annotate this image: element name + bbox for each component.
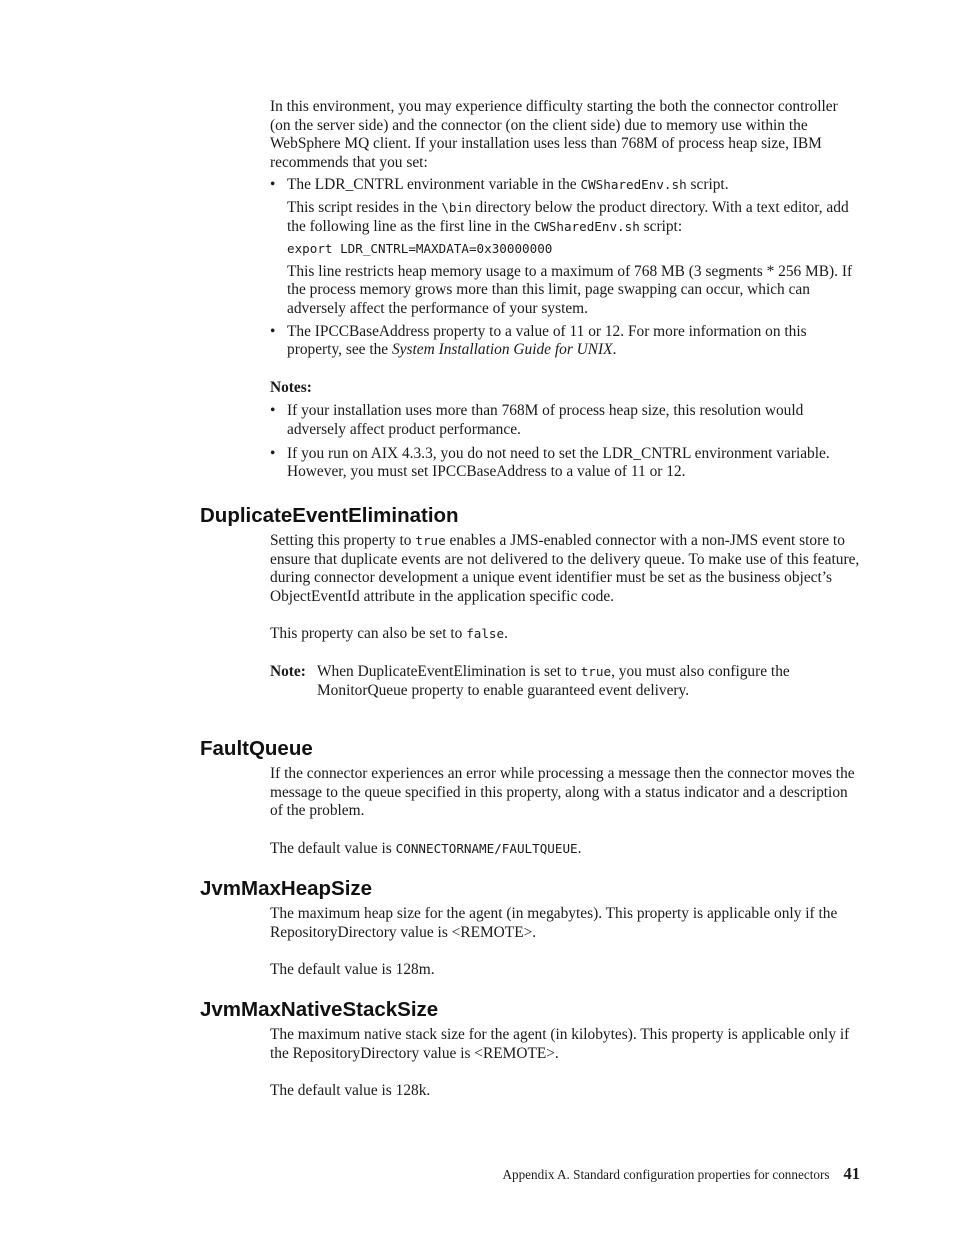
- true-code: true: [415, 533, 446, 548]
- guide-reference: System Installation Guide for UNIX: [391, 341, 613, 359]
- fq-p2-tail: .: [577, 839, 582, 857]
- restriction-paragraph: This line restricts heap memory usage to a maximum of 768 MB (3 segments * 256 MB). If the process memory grows more than this limit, page swapping can occur, which can adversely affect the performance of your system.: [287, 262, 853, 317]
- script-note-part2: directory below the product directory. With a text editor, add the following line as the first line in the: [287, 198, 849, 235]
- page-footer: [0, 1165, 860, 1185]
- section-heading-jvm-max-native-stack-size: JvmMaxNativeStackSize: [200, 998, 439, 1021]
- bullet-ipcc-tail: .: [612, 341, 617, 359]
- bullet-ipcc: [270, 323, 860, 360]
- footer-text: Appendix A. Standard configuration properties for connectors: [502, 1167, 830, 1182]
- note-item: [270, 445, 860, 482]
- dee-note-tail: , you must also configure the MonitorQueue property to enable guaranteed event delivery.: [317, 662, 790, 699]
- intro-paragraph: In this environment, you may experience difficulty starting the both the connector controller (on the server side) and the connector (on the client side) due to memory use within the WebSphere MQ client. If your installation uses less than 768M of process heap size, IBM recommends that you set:: [270, 98, 838, 171]
- note-item: [270, 402, 860, 439]
- dee-p1-lead: Setting this property to: [270, 532, 416, 549]
- bullet-ldr-cntrl: [270, 176, 860, 318]
- script-note-part3: script:: [639, 217, 683, 235]
- file-name-code: CWSharedEnv.sh: [580, 177, 687, 193]
- dee-note-text: [317, 663, 860, 700]
- jmh-paragraph-2: The default value is 128m.: [270, 961, 435, 979]
- export-code-line: export LDR_CNTRL=MAXDATA=0x30000000: [287, 241, 553, 257]
- dee-p2-lead: This property can also be set to: [270, 625, 467, 643]
- dee-paragraph-2: [270, 625, 860, 644]
- jmn-paragraph-1: The maximum native stack size for the agent (in kilobytes). This property is applicable only if the RepositoryDirectory value is <REMOTE>.: [270, 1026, 850, 1062]
- bullet-ldr-cntrl-tail: script.: [686, 176, 729, 194]
- dee-p1-tail: enables a JMS-enabled connector with a non-JMS event store to ensure that duplicate events are not delivered to the delivery queue. To make use of this feature, during connector development a unique event identifier must be set as the business object’s ObjectEventId attribute in the application specific code.: [270, 532, 860, 605]
- jmh-paragraph-1: The maximum heap size for the agent (in megabytes). This property is applicable only if the RepositoryDirectory value is <REMOTE>.: [270, 905, 838, 941]
- bullet-ipcc-lead: The IPCCBaseAddress property to a value of 11 or 12. For more information on this property, see the: [287, 322, 807, 359]
- script-location-paragraph: [287, 199, 860, 236]
- intro-section: [270, 98, 860, 482]
- fault-queue-section: [270, 765, 860, 858]
- section-heading-jvm-max-heap-size: JvmMaxHeapSize: [200, 877, 373, 900]
- fq-p2-lead: The default value is: [270, 839, 396, 857]
- fq-paragraph-2: [270, 840, 860, 859]
- dee-p2-tail: .: [504, 625, 508, 643]
- bullet-dot: •: [270, 322, 276, 340]
- bullet-ipcc-text: [287, 323, 860, 360]
- note-label: Note:: [270, 662, 306, 680]
- bin-dir-code: \bin: [441, 199, 472, 215]
- section-heading-fault-queue: FaultQueue: [200, 737, 313, 760]
- note-item-text: If your installation uses more than 768M of process heap size, this resolution would adversely affect product performance.: [287, 402, 804, 438]
- dee-note: [270, 663, 860, 700]
- false-code: false: [466, 626, 505, 642]
- page-number: 41: [843, 1164, 860, 1183]
- fault-queue-code: CONNECTORNAME/FAULTQUEUE: [395, 840, 578, 856]
- dee-note-lead: When DuplicateEventElimination is set to: [317, 662, 581, 680]
- file-name-code: CWSharedEnv.sh: [533, 218, 640, 234]
- bullet-ldr-cntrl-lead: The LDR_CNTRL environment variable in the: [287, 176, 581, 194]
- bullet-dot: •: [270, 402, 276, 420]
- script-note-part1: This script resides in the: [287, 198, 442, 216]
- bullet-dot: •: [270, 444, 276, 462]
- jvm-max-native-stack-size-section: [270, 1026, 860, 1101]
- section-heading-duplicate-event-elimination: DuplicateEventElimination: [200, 504, 459, 527]
- duplicate-event-elimination-section: [270, 532, 860, 700]
- bullet-ldr-cntrl-text: [287, 176, 860, 195]
- bullet-dot: •: [270, 176, 276, 194]
- note-item-text: If you run on AIX 4.3.3, you do not need to set the LDR_CNTRL environment variable. However, you must set IPCCBaseAddress to a value of 11 or 12.: [287, 444, 830, 481]
- jmn-paragraph-2: The default value is 128k.: [270, 1082, 431, 1100]
- dee-paragraph-1: [270, 532, 860, 606]
- fq-paragraph-1: If the connector experiences an error while processing a message then the connector moves the message to the queue specified in this property, along with a status indicator and a description of the problem.: [270, 765, 855, 820]
- true-code: true: [580, 663, 612, 679]
- jvm-max-heap-size-section: [270, 905, 860, 980]
- notes-label: Notes:: [270, 378, 312, 396]
